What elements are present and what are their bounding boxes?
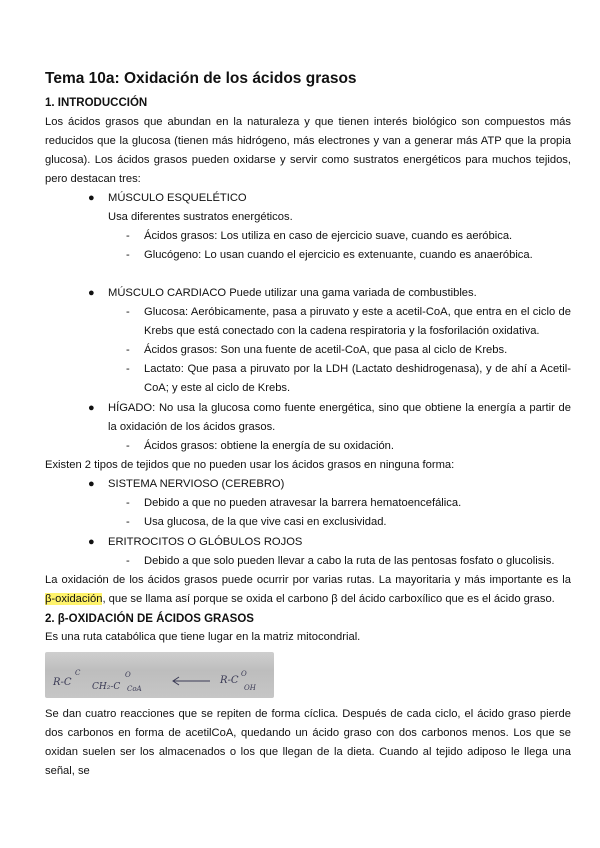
sub-item-text: Usa glucosa, de la que vive casi en exclusividad. <box>144 516 387 528</box>
highlighted-term: β-oxidación <box>45 593 103 605</box>
bullet-icon: ● <box>88 536 95 548</box>
bullet-label: HÍGADO: No usa la glucosa como fuente energética, sino que obtiene la energía a partir de la oxidación de los ácidos grasos. <box>108 402 571 433</box>
bullet-icon: ● <box>88 478 95 490</box>
dash-icon: - <box>126 230 130 242</box>
ruta-text: Es una ruta catabólica que tiene lugar en la matriz mitocondrial. <box>45 631 361 643</box>
tejidos-intro: Existen 2 tipos de tejidos que no pueden usar los ácidos grasos en ninguna forma: <box>45 459 455 471</box>
dash-icon: - <box>126 440 130 452</box>
bullet-description: Usa diferentes sustratos energéticos. <box>108 211 293 223</box>
reactant-o-label: O <box>125 671 131 679</box>
reactant-chain-text: CH₂-C <box>92 682 121 692</box>
bullet-icon: ● <box>88 192 95 204</box>
arrow-icon <box>173 677 210 685</box>
dash-icon: - <box>126 344 130 356</box>
oxidacion-line-2 <box>45 590 555 609</box>
final-paragraph: Se dan cuatro reacciones que se repiten de forma cíclica. Después de cada ciclo, el ácido graso pierde dos carbonos en forma de acetilCoA, quedando un ácido graso con dos carbonos menos. Los que se oxidan suelen ser los almacenados o los que llegan de la dieta. Cuando al tejido adiposo le llega una señal, se <box>45 708 571 777</box>
sub-item-text: Debido a que no pueden atravesar la barrera hematoencefálica. <box>144 497 462 509</box>
section-heading-beta-oxidacion: 2. β-OXIDACIÓN DE ÁCIDOS GRASOS <box>45 613 254 625</box>
sub-item-text: Lactato: Que pasa a piruvato por la LDH (Lactato deshidrogenasa), y de ahí a Acetil-CoA; y este al ciclo de Krebs. <box>144 363 571 394</box>
reactant-carbonyl-label: C <box>75 669 81 677</box>
reaction-figure <box>45 652 274 698</box>
bullet-icon: ● <box>88 402 95 414</box>
sub-item-text: Ácidos grasos: Los utiliza en caso de ejercicio suave, cuando es aeróbica. <box>144 230 513 242</box>
bullet-label: ERITROCITOS O GLÓBULOS ROJOS <box>108 536 303 548</box>
bullet-label: MÚSCULO ESQUELÉTICO <box>108 192 247 204</box>
oxidacion-line-2-rest: , que se llama así porque se oxida el carbono β del ácido carboxílico que es el ácido graso. <box>102 593 555 605</box>
dash-icon: - <box>126 555 130 567</box>
dash-icon: - <box>126 363 130 375</box>
sub-item-text: Glucógeno: Lo usan cuando el ejercicio es extenuante, cuando es anaeróbica. <box>144 249 533 261</box>
dash-icon: - <box>126 306 130 318</box>
sub-item-text: Ácidos grasos: Son una fuente de acetil-CoA, que pasa al ciclo de Krebs. <box>144 344 508 356</box>
section-heading-introduccion: 1. INTRODUCCIÓN <box>45 97 148 109</box>
sub-item-text: Ácidos grasos: obtiene la energía de su oxidación. <box>144 440 395 452</box>
bullet-label: MÚSCULO CARDIACO Puede utilizar una gama variada de combustibles. <box>108 287 477 299</box>
sub-item-text: Glucosa: Aeróbicamente, pasa a piruvato y este a acetil-CoA, que entra en el ciclo de Krebs que está conectado con la cadena respiratoria y la fosforilación oxidativa. <box>144 306 571 337</box>
dash-icon: - <box>126 516 130 528</box>
dash-icon: - <box>126 249 130 261</box>
product-oh-label: OH <box>244 684 256 692</box>
intro-paragraph: Los ácidos grasos que abundan en la naturaleza y que tienen interés biológico son compuestos más reducidos que la glucosa (tienen más hidrógeno, más electrones y van a generar más ATP que la propia glucosa). Los ácidos grasos pueden oxidarse y servir como sustratos energéticos para muchos tejidos, pero destacan tres: <box>45 116 571 185</box>
bullet-label: SISTEMA NERVIOSO (CEREBRO) <box>108 478 285 490</box>
reactant-left-text: R-C <box>53 677 72 688</box>
page-title: Tema 10a: Oxidación de los ácidos grasos <box>45 70 357 87</box>
oxidacion-line-1: La oxidación de los ácidos grasos puede ocurrir por varias rutas. La mayoritaria y más importante es la <box>45 574 571 586</box>
reaction-drawing <box>45 652 274 698</box>
sub-item-text: Debido a que solo pueden llevar a cabo la ruta de las pentosas fosfato o glucolisis. <box>144 555 555 567</box>
product-o-label: O <box>241 670 247 678</box>
dash-icon: - <box>126 497 130 509</box>
bullet-icon: ● <box>88 287 95 299</box>
product-text: R-C <box>220 675 239 686</box>
reactant-coa-label: CoA <box>127 685 142 693</box>
